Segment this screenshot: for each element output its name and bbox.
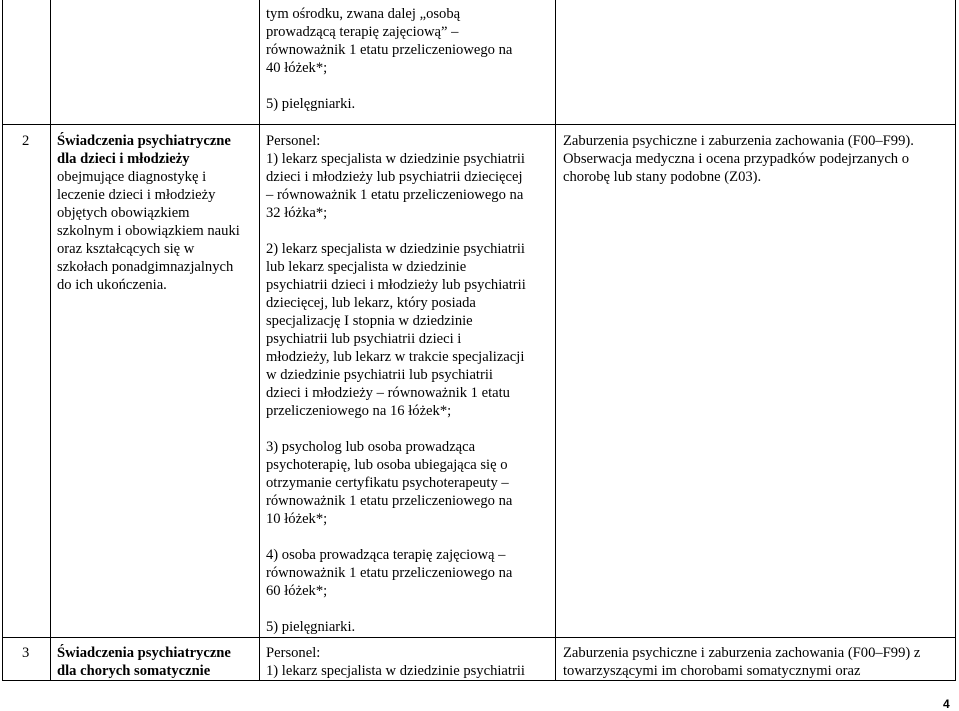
conditions-line: Zaburzenia psychiczne i zaburzenia zachowania (F00–F99). — [563, 133, 914, 149]
staff-line: 32 łóżka*; — [266, 205, 328, 221]
staff-line: dzieci i młodzieży – równoważnik 1 etatu — [266, 385, 510, 401]
staff-line: 40 łóżek*; — [266, 60, 328, 76]
staff-line: w dziedzinie psychiatrii lub psychiatrii — [266, 367, 493, 383]
row-3-conditions-cell — [563, 644, 920, 680]
staff-line: specjalizację I stopnia w dziedzinie — [266, 313, 473, 329]
conditions-line: chorobę lub stany podobne (Z03). — [563, 169, 762, 185]
row-3-service-cell — [57, 644, 231, 680]
column-divider-1 — [50, 0, 51, 680]
conditions-line: Obserwacja medyczna i ocena przypadków podejrzanych o — [563, 151, 910, 167]
row-3-number: 3 — [22, 645, 30, 661]
staff-line: młodzieży, lub lekarz w trakcie specjalizacji — [266, 349, 525, 365]
page-number: 4 — [943, 697, 950, 711]
staff-line: psychoterapię, lub osoba ubiegająca się o — [266, 457, 508, 473]
staff-line: prowadzącą terapię zajęciową” – — [266, 24, 459, 40]
service-line: szkołach ponadgimnazjalnych — [57, 259, 234, 275]
staff-line: – równoważnik 1 etatu przeliczeniowego na — [266, 187, 524, 203]
column-divider-3 — [555, 0, 556, 680]
service-line: szkolnym i obowiązkiem nauki — [57, 223, 240, 239]
conditions-line: towarzyszącymi im chorobami somatycznymi oraz — [563, 663, 861, 679]
service-title-line: dla chorych somatycznie — [57, 663, 211, 679]
staff-line: Personel: — [266, 645, 321, 661]
service-line: oraz kształcących się w — [57, 241, 195, 257]
conditions-line: Zaburzenia psychiczne i zaburzenia zachowania (F00–F99) z — [563, 645, 921, 661]
table-border-left — [2, 0, 3, 680]
staff-line: równoważnik 1 etatu przeliczeniowego na — [266, 493, 513, 509]
staff-line: równoważnik 1 etatu przeliczeniowego na — [266, 42, 513, 58]
service-line: leczenie dzieci i młodzieży — [57, 187, 216, 203]
staff-line: przeliczeniowego na 16 łóżek*; — [266, 403, 452, 419]
service-line: obejmujące diagnostykę i — [57, 169, 207, 185]
service-title-line: dla dzieci i młodzieży — [57, 151, 190, 167]
row-2-service-cell — [57, 132, 240, 294]
staff-line: Personel: — [266, 133, 321, 149]
row-divider-2 — [2, 637, 956, 638]
staff-line: tym ośrodku, zwana dalej „osobą — [266, 6, 461, 22]
column-divider-2 — [259, 0, 260, 680]
row-3-staff-cell — [266, 644, 525, 680]
staff-line: otrzymanie certyfikatu psychoterapeuty – — [266, 475, 509, 491]
staff-line: 3) psycholog lub osoba prowadząca — [266, 439, 476, 455]
row-divider-1 — [2, 124, 956, 125]
staff-line: 5) pielęgniarki. — [266, 619, 356, 635]
staff-line: 60 łóżek*; — [266, 583, 328, 599]
service-line: do ich ukończenia. — [57, 277, 167, 293]
table-border-right — [955, 0, 956, 680]
staff-line: 4) osoba prowadząca terapię zajęciową – — [266, 547, 506, 563]
row-2-conditions-cell — [563, 132, 914, 186]
staff-line: 10 łóżek*; — [266, 511, 328, 527]
service-title-line: Świadczenia psychiatryczne — [57, 133, 231, 149]
staff-line: dzieci i młodzieży lub psychiatrii dziecięcej — [266, 169, 523, 185]
staff-line: 1) lekarz specjalista w dziedzinie psychiatrii — [266, 663, 525, 679]
staff-line: równoważnik 1 etatu przeliczeniowego na — [266, 565, 513, 581]
service-title-line: Świadczenia psychiatryczne — [57, 645, 231, 661]
staff-line: 1) lekarz specjalista w dziedzinie psychiatrii — [266, 151, 525, 167]
row-2-number: 2 — [22, 133, 30, 149]
table-border-bottom — [2, 680, 956, 681]
service-line: objętych obowiązkiem — [57, 205, 190, 221]
staff-line: psychiatrii dzieci i młodzieży lub psychiatrii — [266, 277, 526, 293]
staff-line: psychiatrii lub psychiatrii dzieci i — [266, 331, 462, 347]
staff-line: dziecięcej, lub lekarz, który posiada — [266, 295, 476, 311]
staff-line: 2) lekarz specjalista w dziedzinie psychiatrii — [266, 241, 525, 257]
row-2-staff-cell — [266, 132, 526, 636]
top-row-staff-cell — [266, 5, 512, 113]
staff-line: 5) pielęgniarki. — [266, 96, 356, 112]
staff-line: lub lekarz specjalista w dziedzinie — [266, 259, 467, 275]
